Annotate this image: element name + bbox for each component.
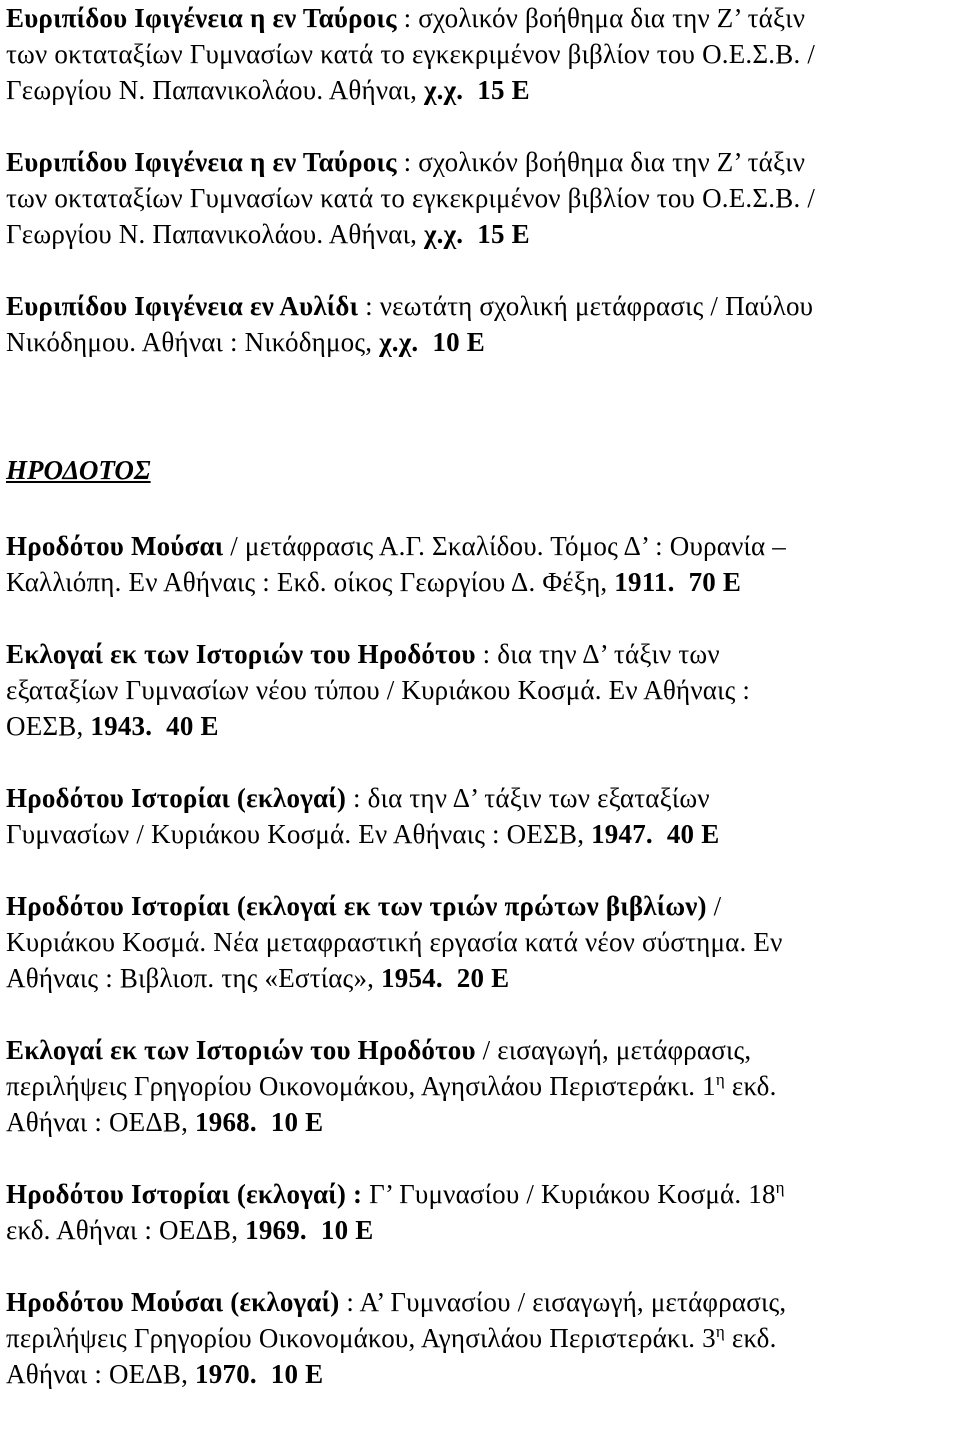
entry-year: 1968. (195, 1107, 257, 1137)
entry-text: Γ’ Γυμνασίου / Κυριάκου Κοσμά. 18 (362, 1179, 776, 1209)
entry-text: / μετάφρασις Α.Γ. Σκαλίδου. Τόμος Δ’ : Ουρανία – (223, 531, 786, 561)
entry-text: Γεωργίου Ν. Παπανικολάου. Αθήναι, (6, 75, 424, 105)
entry-title: Ηροδότου Ιστορίαι (εκλογαί) (6, 783, 347, 813)
entry-text: εκδ. (724, 1323, 777, 1353)
entry-title: Ηροδότου Ιστορίαι (εκλογαί) : (6, 1179, 363, 1209)
entry-title: Ευριπίδου Ιφιγένεια η εν Ταύροις (6, 3, 397, 33)
entry-text: ΟΕΣΒ, (6, 711, 91, 741)
entry-line (6, 1320, 956, 1356)
entry-year: 1970. (195, 1359, 257, 1389)
entry-price: 20 Ε (456, 963, 510, 993)
entry-line (6, 816, 956, 852)
catalog-entry (6, 888, 956, 996)
entry-text: περιλήψεις Γρηγορίου Οικονομάκου, Αγησιλάου Περιστεράκι. 1 (6, 1071, 716, 1101)
entry-text: Γεωργίου Ν. Παπανικολάου. Αθήναι, (6, 219, 424, 249)
entry-price: 10 Ε (270, 1359, 324, 1389)
entry-year: 1954. (381, 963, 443, 993)
entry-text: Αθήναις : Βιβλιοπ. της «Εστίας», (6, 963, 382, 993)
spacer (6, 1248, 956, 1284)
spacer (6, 996, 956, 1032)
catalog-entry (6, 636, 956, 744)
entry-line: των οκταταξίων Γυμνασίων κατά το εγκεκριμένον βιβλίον του Ο.Ε.Σ.Β. / (6, 39, 816, 69)
entry-title: Ευριπίδου Ιφιγένεια εν Αυλίδι (6, 291, 359, 321)
entry-title: Ηροδότου Μούσαι (εκλογαί) (6, 1287, 340, 1317)
entry-text: : σχολικόν βοήθημα δια την Ζ’ τάξιν (396, 147, 806, 177)
entry-text: Αθήναι : ΟΕΔΒ, (6, 1107, 196, 1137)
entry-text: εκδ. Αθήναι : ΟΕΔΒ, (6, 1215, 246, 1245)
entry-title: Ευριπίδου Ιφιγένεια η εν Ταύροις (6, 147, 397, 177)
entry-text: Γυμνασίων / Κυριάκου Κοσμά. Εν Αθήναις : ΟΕΣΒ, (6, 819, 592, 849)
entry-line (6, 144, 956, 180)
spacer (6, 108, 956, 144)
entry-line (6, 1356, 956, 1392)
entry-line (6, 528, 956, 564)
entry-text: Αθήναι : ΟΕΔΒ, (6, 1359, 196, 1389)
entry-price: 40 Ε (166, 711, 219, 741)
entry-year: 1911. (614, 567, 675, 597)
entry-text: : δια την Δ’ τάξιν των (475, 639, 720, 669)
spacer (6, 1140, 956, 1176)
catalog-entry (6, 780, 956, 852)
entry-price: 40 Ε (666, 819, 720, 849)
entry-line (6, 0, 956, 36)
catalog-entry (6, 1176, 956, 1248)
entry-line (6, 1068, 956, 1104)
entry-date: χ.χ. (379, 327, 419, 357)
spacer (6, 744, 956, 780)
entry-line (6, 72, 956, 108)
catalog-entry (6, 528, 956, 600)
catalog-entry (6, 1032, 956, 1140)
entry-text: περιλήψεις Γρηγορίου Οικονομάκου, Αγησιλάου Περιστεράκι. 3 (6, 1323, 716, 1353)
entry-year: 1943. (90, 711, 153, 741)
superscript: η (715, 1322, 725, 1341)
entry-text: : Α’ Γυμνασίου / εισαγωγή, μετάφρασις, (339, 1287, 787, 1317)
superscript: η (775, 1178, 785, 1197)
entry-line: Κυριάκου Κοσμά. Νέα μεταφραστική εργασία κατά νέον σύστημα. Εν (6, 927, 783, 957)
entry-text: : νεωτάτη σχολική μετάφρασις / Παύλου (358, 291, 814, 321)
entry-line (6, 888, 956, 924)
entry-text: Καλλιόπη. Εν Αθήναις : Εκδ. οίκος Γεωργίου Δ. Φέξη, (6, 567, 615, 597)
entry-title: Ηροδότου Ιστορίαι (εκλογαί εκ των τριών πρώτων βιβλίων) (6, 891, 707, 921)
entry-price: 10 Ε (270, 1107, 324, 1137)
entry-line: των οκταταξίων Γυμνασίων κατά το εγκεκριμένον βιβλίον του Ο.Ε.Σ.Β. / (6, 183, 816, 213)
entry-line (6, 324, 956, 360)
entry-line: εξαταξίων Γυμνασίων νέου τύπου / Κυριάκου Κοσμά. Εν Αθήναις : (6, 675, 751, 705)
entry-line (6, 960, 956, 996)
superscript: η (715, 1070, 725, 1089)
entry-year: 1969. (245, 1215, 307, 1245)
entry-price: 15 Ε (477, 219, 530, 249)
entry-price: 10 Ε (432, 327, 485, 357)
entry-year: 1947. (591, 819, 653, 849)
entry-line (6, 288, 956, 324)
catalog-entry (6, 1284, 956, 1392)
catalog-entry (6, 144, 956, 252)
entry-line (6, 636, 956, 672)
entry-line (6, 1212, 956, 1248)
entry-price: 15 Ε (477, 75, 530, 105)
entry-text: εκδ. (724, 1071, 777, 1101)
entry-date: χ.χ. (424, 219, 464, 249)
spacer (6, 852, 956, 888)
entry-text: / (706, 891, 722, 921)
spacer (6, 490, 956, 528)
entry-text: / εισαγωγή, μετάφρασις, (475, 1035, 752, 1065)
entry-line (6, 1176, 956, 1212)
entry-text: Νικόδημου. Αθήναι : Νικόδημος, (6, 327, 380, 357)
entry-title: Ηροδότου Μούσαι (6, 531, 224, 561)
entry-line (6, 1284, 956, 1320)
entry-title: Εκλογαί εκ των Ιστοριών του Ηροδότου (6, 1035, 476, 1065)
entry-line (6, 1032, 956, 1068)
spacer (6, 360, 956, 450)
catalog-entry (6, 288, 956, 360)
entry-line (6, 216, 956, 252)
entry-text: : σχολικόν βοήθημα δια την Ζ’ τάξιν (396, 3, 806, 33)
entry-text: : δια την Δ’ τάξιν των εξαταξίων (346, 783, 710, 813)
section-heading: ΗΡΟΔΟΤΟΣ (6, 455, 151, 485)
entry-line (6, 708, 956, 744)
spacer (6, 600, 956, 636)
entry-line (6, 1104, 956, 1140)
spacer (6, 252, 956, 288)
catalog-entry (6, 0, 956, 108)
entry-title: Εκλογαί εκ των Ιστοριών του Ηροδότου (6, 639, 476, 669)
entry-price: 10 Ε (320, 1215, 374, 1245)
entry-date: χ.χ. (424, 75, 464, 105)
entry-line (6, 564, 956, 600)
entry-price: 70 Ε (688, 567, 742, 597)
entry-line (6, 780, 956, 816)
document-page (6, 0, 956, 1392)
